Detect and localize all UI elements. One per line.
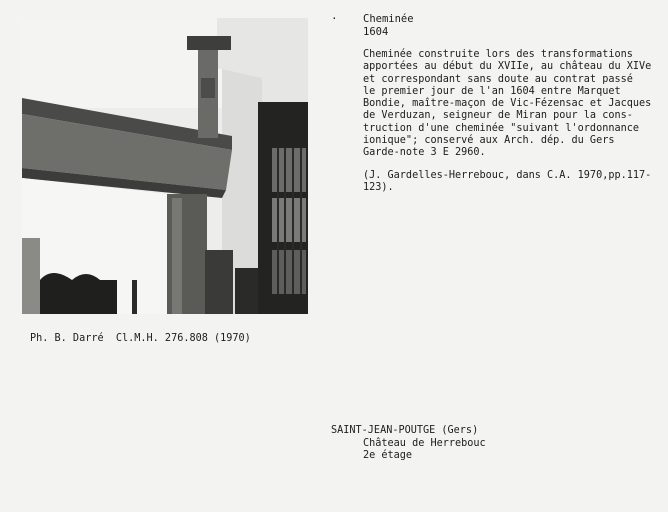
photograph-fireplace [22, 18, 308, 314]
fireplace-photo-image [22, 18, 308, 314]
subject-title: Cheminée [363, 13, 414, 25]
date-label: 1604 [363, 26, 389, 38]
floor-label: 2e étage [363, 450, 413, 461]
bibliographic-reference: (J. Gardelles-Herrebouc, dans C.A. 1970,pp.117- 123). [363, 170, 652, 194]
description-text: Cheminée construite lors des transformations apportées au début du XVIIe, au château du XIVe et correspondant sans doute au contrat passé le premier jour de l'an 1604 entre Marquet Bondie, maître-maçon de Vic-Fézensac et Jacques de Verduzan, seigneur de Miran pour la cons- truction d'une cheminée "suivant l'ordonnance ionique"; conservé aux Arch. dép. du Gers Garde-note 3 E 2960. [363, 49, 652, 159]
commune-label: SAINT-JEAN-POUTGE (Gers) [331, 425, 479, 436]
building-label: Château de Herrebouc [363, 437, 486, 449]
photo-credit: Ph. B. Darré Cl.M.H. 276.808 (1970) [30, 333, 251, 344]
record-header [363, 13, 414, 39]
location-block [331, 425, 486, 463]
list-bullet: · [331, 12, 338, 25]
